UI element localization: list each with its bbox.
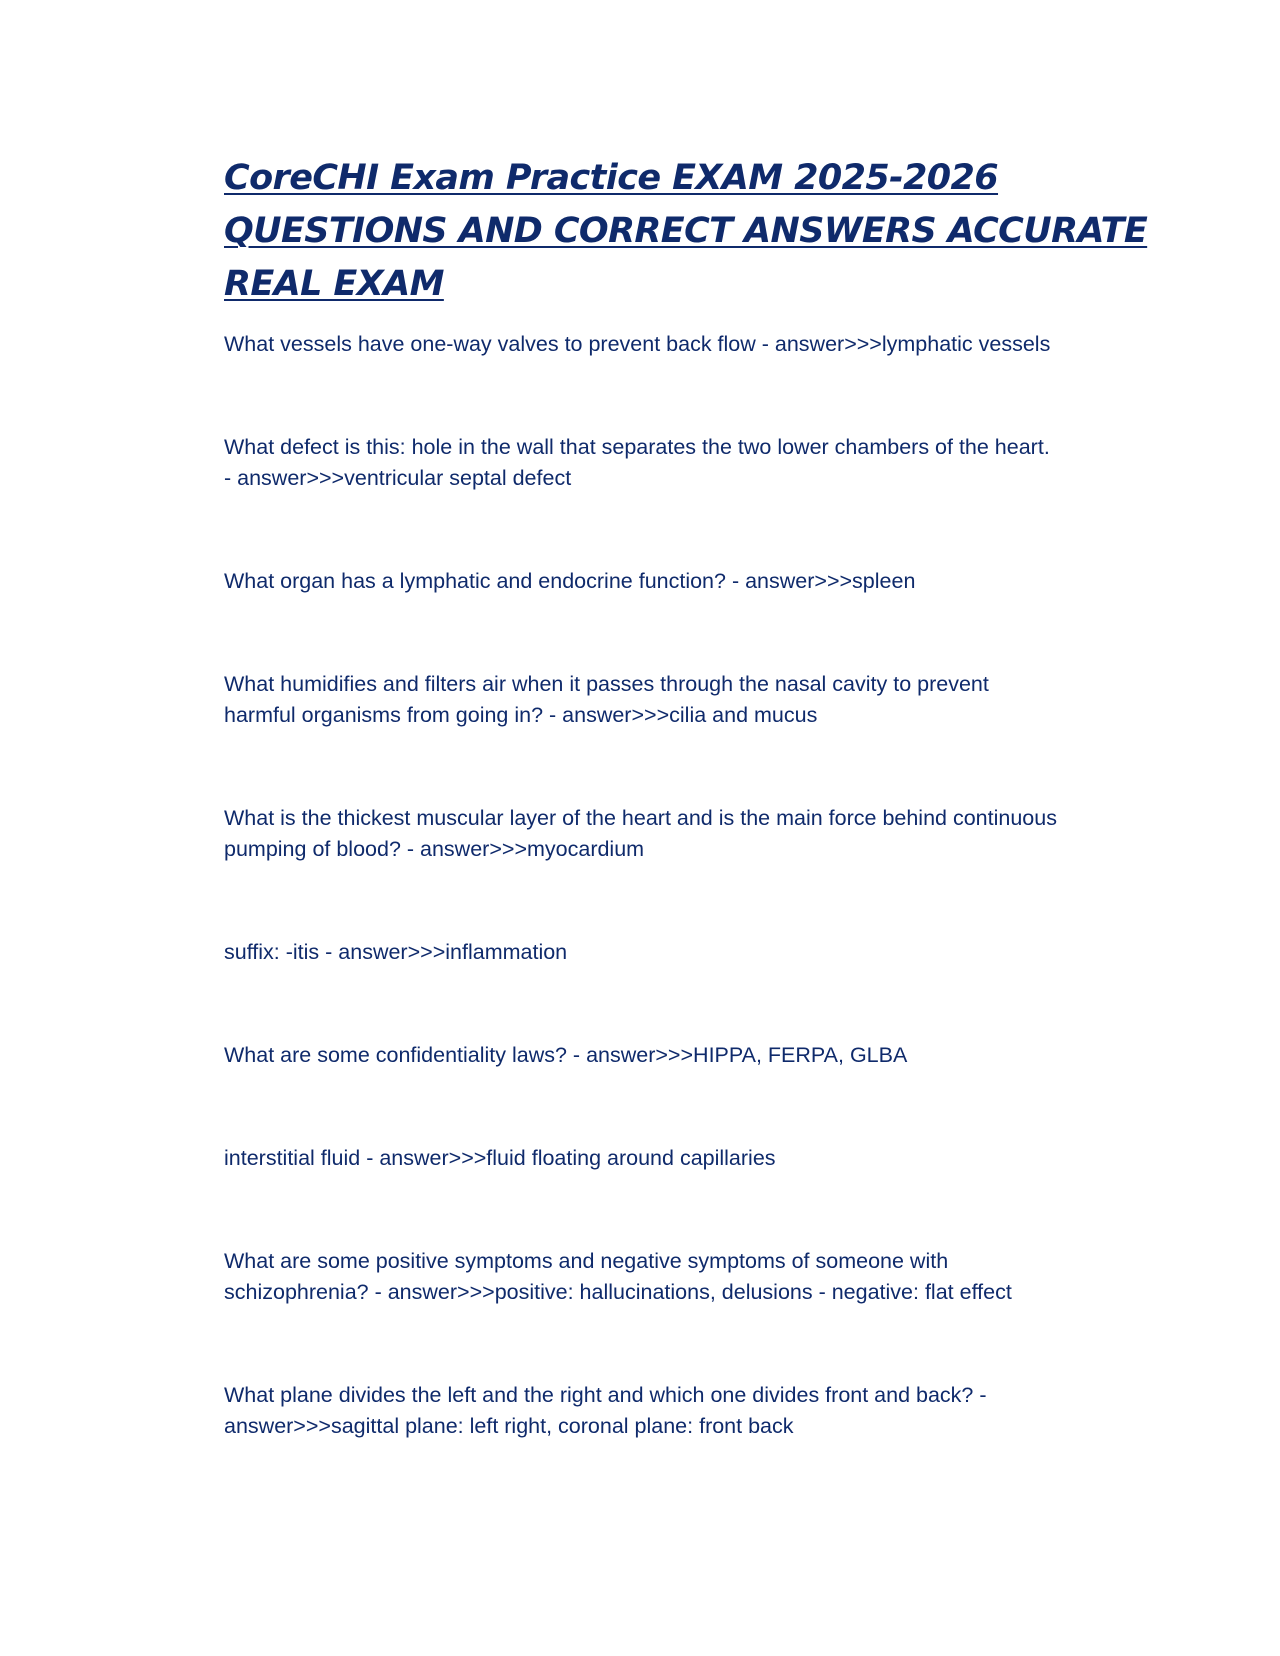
qa-text: harmful organisms from going in? - answer>>>cilia and mucus [224,703,818,727]
qa-text: schizophrenia? - answer>>>positive: hallucinations, delusions - negative: flat effect [224,1280,1012,1304]
title-line-2: QUESTIONS AND CORRECT ANSWERS ACCURATE [224,211,1148,251]
qa-text: What humidifies and filters air when it passes through the nasal cavity to prevent [224,672,989,696]
qa-item [224,432,1124,494]
qa-item [224,669,1124,731]
qa-text: What is the thickest muscular layer of the heart and is the main force behind continuous [224,806,1057,830]
qa-list [224,329,1124,1442]
qa-text: What defect is this: hole in the wall that separates the two lower chambers of the heart. [224,435,1050,459]
qa-text: What are some confidentiality laws? - answer>>>HIPPA, FERPA, GLBA [224,1043,908,1067]
title-line-3: REAL EXAM [224,264,444,304]
qa-text: What vessels have one-way valves to prevent back flow - answer>>>lymphatic vessels [224,332,1051,356]
document-page [224,152,1148,1514]
qa-text: interstitial fluid - answer>>>fluid floating around capillaries [224,1146,776,1170]
qa-item [224,566,1124,597]
document-title [224,152,1148,311]
qa-text: answer>>>sagittal plane: left right, coronal plane: front back [224,1414,794,1438]
qa-text: What are some positive symptoms and negative symptoms of someone with [224,1249,949,1273]
qa-item [224,937,1124,968]
qa-text: pumping of blood? - answer>>>myocardium [224,837,645,861]
qa-item [224,803,1124,865]
qa-item [224,1380,1124,1442]
qa-item [224,1246,1124,1308]
qa-text: suffix: -itis - answer>>>inflammation [224,940,568,964]
qa-text: - answer>>>ventricular septal defect [224,466,572,490]
qa-text: What plane divides the left and the right and which one divides front and back? - [224,1383,987,1407]
title-line-1: CoreCHI Exam Practice EXAM 2025-2026 [224,158,999,198]
qa-item [224,1143,1124,1174]
qa-item [224,1040,1124,1071]
qa-item [224,329,1124,360]
qa-text: What organ has a lymphatic and endocrine function? - answer>>>spleen [224,569,916,593]
